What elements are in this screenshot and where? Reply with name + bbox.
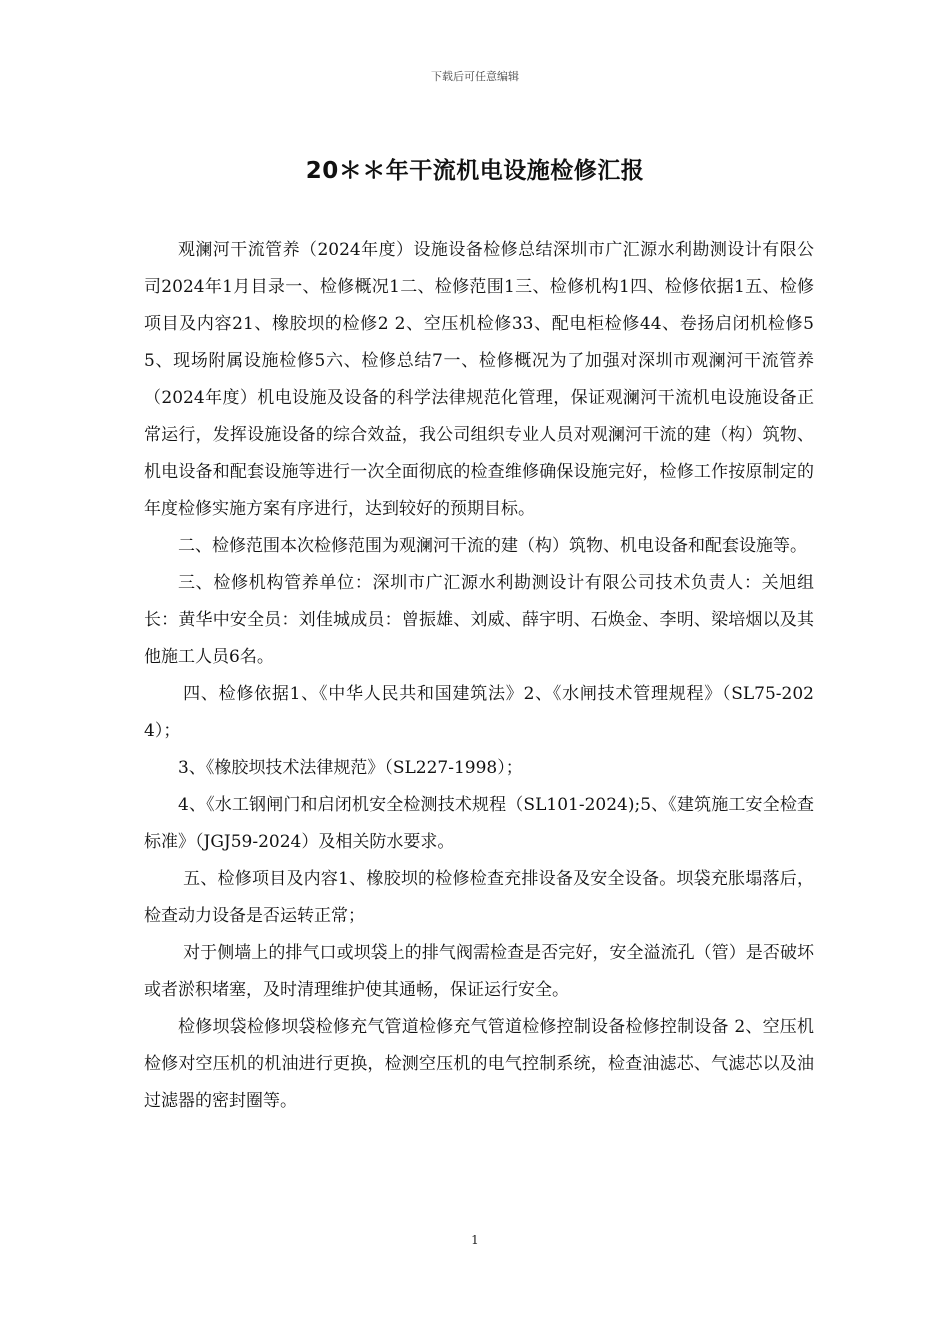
paragraph-overview: 观澜河干流管养（2024年度）设施设备检修总结深圳市广汇源水利勘测设计有限公司2024年1月目录一、检修概况1二、检修范围1三、检修机构1四、检修依据1五、检修项目及内容21、橡胶坝的检修2 2、空压机检修33、配电柜检修44、卷扬启闭机检修55、现场附属设施检修5六、检修总结7一、检修概况为了加强对深圳市观澜河干流管养（2024年度）机电设施及设备的科学法律规范化管理，保证观澜河干流机电设施设备正常运行，发挥设施设备的综合效益，我公司组织专业人员对观澜河干流的建（构）筑物、机电设备和配套设施等进行一次全面彻底的检查维修确保设施完好，检修工作按原制定的年度检修实施方案有序进行，达到较好的预期目标。	[144, 240, 814, 519]
paragraph-basis: 四、检修依据1、《中华人民共和国建筑法》2、《水闸技术管理规程》（SL75-2024）；	[144, 684, 814, 741]
paragraph-scope: 二、检修范围本次检修范围为观澜河干流的建（构）筑物、机电设备和配套设施等。	[178, 536, 807, 556]
paragraph-items: 五、检修项目及内容1、橡胶坝的检修检查充排设备及安全设备。坝袋充胀塌落后，检查动力设备是否运转正常；	[144, 869, 814, 926]
page-number: 1	[471, 1233, 479, 1247]
header-note: 下载后可任意编辑	[431, 70, 519, 83]
paragraph-basis-4-5: 4、《水工钢闸门和启闭机安全检测技术规程（SL101-2024);5、《建筑施工安全检查标准》（JGJ59-2024）及相关防水要求。	[144, 795, 814, 852]
paragraph-compressor: 检修坝袋检修坝袋检修充气管道检修充气管道检修控制设备检修控制设备 2、空压机检修对空压机的机油进行更换，检测空压机的电气控制系统，检查油滤芯、气滤芯以及油过滤器的密封圈等。	[144, 1017, 814, 1111]
paragraph-exhaust: 对于侧墙上的排气口或坝袋上的排气阀需检查是否完好，安全溢流孔（管）是否破坏或者淤积堵塞，及时清理维护使其通畅，保证运行安全。	[144, 943, 814, 1000]
paragraph-basis-3: 3、《橡胶坝技术法律规范》（SL227-1998）；	[178, 758, 523, 778]
document-body	[144, 232, 814, 1120]
document-title: 20＊＊年干流机电设施检修汇报	[305, 158, 645, 184]
paragraph-organization: 三、检修机构管养单位：深圳市广汇源水利勘测设计有限公司技术负责人：关旭组长：黄华中安全员：刘佳城成员：曾振雄、刘威、薛宇明、石焕金、李明、梁培烟以及其他施工人员6名。	[144, 573, 814, 667]
